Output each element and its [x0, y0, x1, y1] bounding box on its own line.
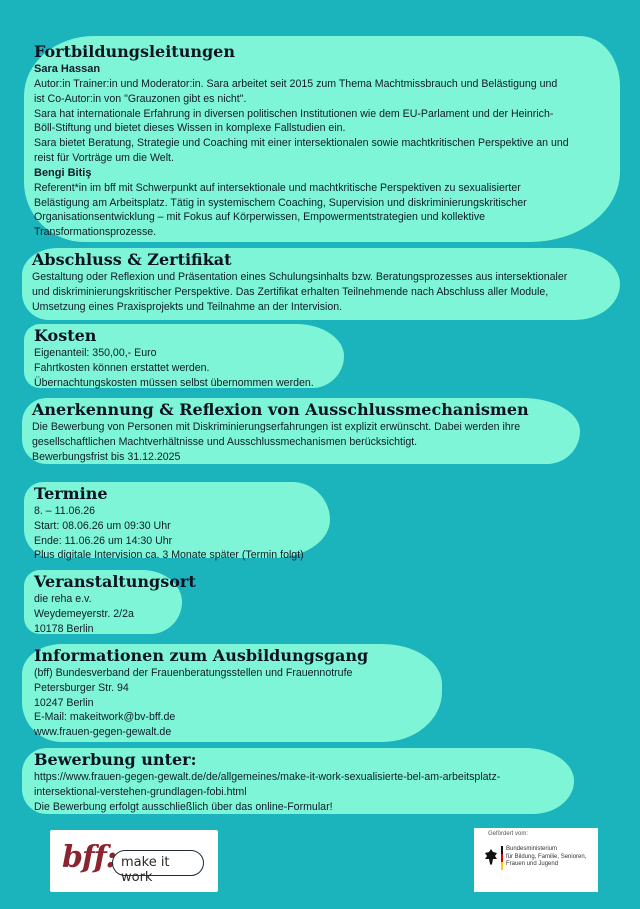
venue-city: 10178 Berlin	[34, 622, 94, 635]
text-line: gesellschaftlichen Machtverhältnisse und Ausschlussmechanismen berücksichtigt.	[32, 435, 418, 448]
text-line: Eigenanteil: 350,00,- Euro	[34, 347, 157, 359]
section-anerkennung	[22, 398, 580, 464]
venue-name: die reha e.v.	[34, 593, 92, 605]
website-link[interactable]: www.frauen-gegen-gewalt.de	[34, 726, 172, 739]
application-url-line2[interactable]: intersektional-verstehen-grundlagen-fobi.html	[34, 785, 247, 798]
section-informationen	[22, 644, 442, 742]
federal-eagle-icon	[484, 848, 498, 866]
ministry-line: Frauen und Jugend	[506, 861, 559, 867]
text-line: Umsetzung eines Praxisprojekts und Teilnahme an der Intervision.	[32, 300, 343, 313]
application-note: Die Bewerbung erfolgt ausschließlich über das online-Formular!	[34, 800, 333, 813]
heading-bewerbung: Bewerbung unter:	[34, 750, 197, 769]
bio-line: Belästigung am Arbeitsplatz. Tätig in systemischem Coaching, Supervision und diskriminierungskritischer	[34, 196, 527, 209]
bff-make-it-work-logo	[50, 830, 218, 892]
bff-logo-text: bff:	[62, 840, 116, 875]
ministry-line: Bundesministerium	[506, 846, 558, 852]
application-url-line1[interactable]: https://www.frauen-gegen-gewalt.de/de/allgemeines/make-it-work-sexualisierte-bel-am-arbeitsplatz-	[34, 771, 501, 783]
end-time: Ende: 11.06.26 um 14:30 Uhr	[34, 534, 173, 547]
date-range: 8. – 11.06.26	[34, 505, 96, 517]
ministry-name	[506, 846, 596, 869]
heading-anerkennung: Anerkennung & Reflexion von Ausschlussmechanismen	[32, 400, 529, 419]
make-it-work-text: make it work	[121, 855, 170, 885]
heading-veranstaltungsort: Veranstaltungsort	[34, 572, 196, 591]
bio-line: Böll-Stiftung und bietet dieses Wissen in komplexe Fallstudien ein.	[34, 122, 346, 135]
bio-line: Sara hat internationale Erfahrung in diversen politischen Institutionen wie dem EU-Parlament und der Heinrich-	[34, 107, 554, 120]
ministry-line: für Bildung, Familie, Senioren,	[506, 853, 587, 860]
org-street: Petersburger Str. 94	[34, 681, 129, 694]
org-city: 10247 Berlin	[34, 696, 94, 709]
bio-line: reist für Vorträge um die Welt.	[34, 151, 174, 164]
bio-line: Referent*in im bff mit Schwerpunkt auf intersektionale und machtkritische Perspektiven zu sexualisierter	[34, 181, 521, 194]
section-termine	[24, 482, 330, 562]
heading-informationen: Informationen zum Ausbildungsgang	[34, 646, 369, 665]
bio-line: Sara bietet Beratung, Strategie und Coaching mit einer intersektionalen sowie machtkritischen Perspektive an und	[34, 137, 569, 150]
text-line: Die Bewerbung von Personen mit Diskriminierungserfahrungen ist explizit erwünscht. Dabei werden ihre	[32, 421, 521, 433]
heading-kosten: Kosten	[34, 326, 97, 345]
person-name-sara: Sara Hassan	[34, 63, 101, 75]
section-bewerbung	[22, 748, 574, 814]
section-abschluss	[22, 248, 620, 320]
gefoerdert-label: Gefördert vom:	[488, 831, 529, 837]
org-name: (bff) Bundesverband der Frauenberatungsstellen und Frauennotrufe	[34, 667, 353, 679]
intervision-note: Plus digitale Intervision ca. 3 Monate später (Termin folgt)	[34, 549, 304, 562]
text-line: Fahrtkosten können erstattet werden.	[34, 361, 210, 374]
bio-line: Autor:in Trainer:in und Moderator:in. Sara arbeitet seit 2015 zum Thema Machtmissbrauch und Belästigung und	[34, 78, 558, 90]
text-line: Übernachtungskosten müssen selbst übernommen werden.	[34, 376, 314, 389]
heading-termine: Termine	[34, 484, 108, 503]
bio-line: ist Co-Autor:in von "Grauzonen gibt es nicht".	[34, 92, 247, 105]
text-line: und diskriminierungskritischer Perspektive. Das Zertifikat erhalten Teilnehmende nach Abschluss aller Module,	[32, 285, 549, 298]
make-it-work-badge	[112, 850, 204, 885]
ministry-logo	[474, 828, 598, 892]
heading-fortbildungsleitungen: Fortbildungsleitungen	[34, 42, 235, 61]
heading-abschluss: Abschluss & Zertifikat	[32, 250, 232, 269]
deadline-text: Bewerbungsfrist bis 31.12.2025	[32, 450, 181, 463]
section-kosten	[24, 324, 344, 388]
email-link[interactable]: E-Mail: makeitwork@bv-bff.de	[34, 711, 176, 724]
text-line: Gestaltung oder Reflexion und Präsentation eines Schulungsinhalts bzw. Beratungsprozesses aus intersektionaler	[32, 271, 568, 283]
person-name-bengi: Bengi Bitiş	[34, 166, 92, 179]
section-fortbildungsleitungen	[24, 36, 620, 242]
venue-street: Weydemeyerstr. 2/2a	[34, 607, 134, 620]
start-time: Start: 08.06.26 um 09:30 Uhr	[34, 519, 171, 532]
bio-line: Transformationsprozesse.	[34, 226, 157, 239]
german-flag-icon	[501, 846, 503, 870]
section-veranstaltungsort	[24, 570, 196, 635]
bio-line: Organisationsentwicklung – mit Fokus auf Körperwissen, Empowermentstrategien und kollektive	[34, 211, 486, 224]
